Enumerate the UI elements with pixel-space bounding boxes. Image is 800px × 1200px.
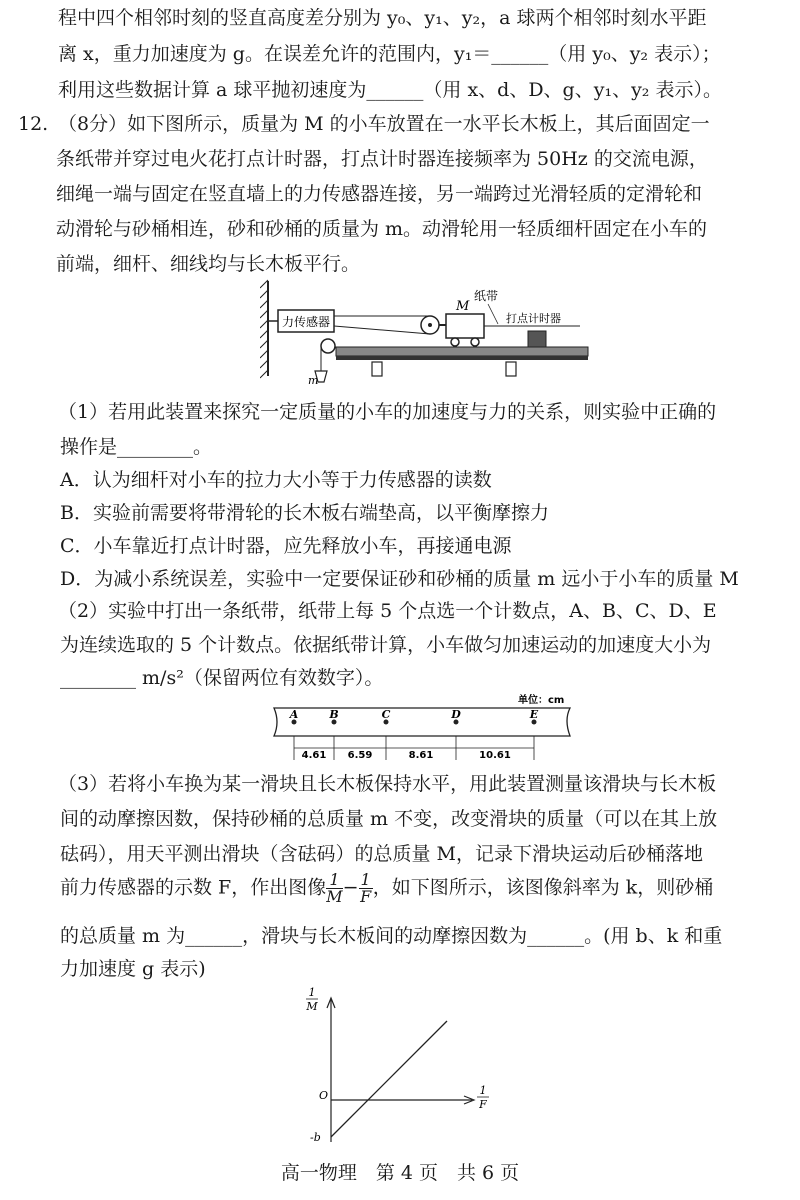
long-board (336, 347, 588, 356)
option-c: C．小车靠近打点计时器，应先释放小车，再接通电源 (60, 535, 512, 557)
timer-label: 打点计时器 (506, 312, 561, 325)
apparatus-diagram (260, 276, 590, 391)
graph-line (331, 1021, 447, 1137)
text-line: 程中四个相邻时刻的竖直高度差分别为 y₀、y₁、y₂，a 球两个相邻时刻水平距 (58, 7, 707, 29)
tape-segment-length: 10.61 (479, 750, 511, 761)
y-axis-label-den: M (306, 1000, 318, 1013)
option-a: A．认为细杆对小车的拉力大小等于力传感器的读数 (60, 469, 492, 491)
text-line: （2）实验中打出一条纸带，纸带上每 5 个点选一个计数点，A、B、C、D、E (58, 600, 717, 622)
tape-point-label: E (529, 708, 539, 721)
option-d: D．为减小系统误差，实验中一定要保证砂和砂桶的质量 m 远小于小车的质量 M (60, 568, 739, 590)
text-line: 细绳一端与固定在竖直墙上的力传感器连接，另一端跨过光滑轻质的定滑轮和 (56, 183, 703, 205)
sensor-label: 力传感器 (281, 315, 331, 329)
tape-point-label: B (329, 708, 339, 721)
intercept-label: -b (310, 1131, 321, 1144)
text-line: 条纸带并穿过电火花打点计时器，打点计时器连接频率为 50Hz 的交流电源， (56, 148, 708, 170)
timer-box (528, 331, 546, 347)
text-line: （3）若将小车换为某一滑块且长木板保持水平，用此装置测量该滑块与长木板 (58, 773, 717, 795)
text-line: （8分）如下图所示，质量为 M 的小车放置在一水平长木板上，其后面固定一 (58, 113, 710, 135)
unit-label: 单位：cm (518, 695, 565, 706)
x-axis-label-num: 1 (479, 1084, 487, 1097)
text-line: 砝码），用天平测出滑块（含砝码）的总质量 M，记录下滑块运动后砂桶落地 (60, 843, 703, 865)
text-line: ________ m/s²（保留两位有效数字）。 (60, 667, 384, 689)
bucket-label: m (308, 374, 319, 387)
text-line: 离 x，重力加速度为 g。在误差允许的范围内，y₁＝______（用 y₀、y₂ 表示）； (58, 43, 721, 65)
text-line-with-fraction (60, 872, 713, 905)
tape-segment-length: 4.61 (301, 750, 327, 761)
text-line: 操作是________。 (60, 436, 213, 458)
text-line: 的总质量 m 为______，滑块与长木板间的动摩擦因数为______。(用 b、k 和重 (60, 925, 723, 947)
text-line: 前端，细杆、细线均与长木板平行。 (56, 253, 361, 275)
text-line: （1）若用此装置来探究一定质量的小车的加速度与力的关系，则实验中正确的 (58, 401, 717, 423)
tape-point-label: A (289, 708, 299, 721)
fraction-1-over-F: $\frac{1}{F}$ (360, 870, 372, 906)
tape-strip (274, 708, 570, 736)
graph-1M-vs-1F (300, 986, 500, 1146)
text-line: 间的动摩擦因数，保持砂桶的总质量 m 不变，改变滑块的质量（可以在其上放 (60, 808, 718, 830)
option-b: B．实验前需要将带滑轮的长木板右端垫高，以平衡摩擦力 (60, 502, 549, 524)
y-axis-label-num: 1 (308, 986, 316, 999)
text-line: 力加速度 g 表示) (60, 958, 206, 980)
origin-label: O (319, 1089, 329, 1102)
tape-segment-length: 8.61 (408, 750, 434, 761)
tape-label: 纸带 (474, 289, 499, 303)
fixed-pulley (321, 339, 335, 353)
text-segment: 前力传感器的示数 F，作出图像 (60, 876, 327, 899)
page-footer: 高一物理 第 4 页 共 6 页 (280, 1162, 520, 1184)
text-segment: ，如下图所示，该图像斜率为 k，则砂桶 (372, 876, 714, 899)
tape-point-label: D (451, 708, 461, 721)
text-line: 为连续选取的 5 个计数点。依据纸带计算，小车做匀加速运动的加速度大小为 (60, 634, 712, 656)
cart-label: M (456, 299, 470, 314)
minus-sign: − (342, 876, 359, 899)
tape-segment-length: 6.59 (347, 750, 373, 761)
paper-tape-diagram (268, 694, 578, 766)
cart (446, 314, 484, 338)
question-number: 12. (18, 113, 49, 135)
text-line: 利用这些数据计算 a 球平抛初速度为______（用 x、d、D、g、y₁、y₂ 表示）。 (58, 79, 722, 101)
fraction-1-over-M: $\frac{1}{M}$ (326, 870, 343, 906)
x-axis-label-den: F (479, 1098, 487, 1111)
text-line: 动滑轮与砂桶相连，砂和砂桶的质量为 m。动滑轮用一轻质细杆固定在小车的 (56, 218, 708, 240)
tape-point-label: C (381, 708, 391, 721)
